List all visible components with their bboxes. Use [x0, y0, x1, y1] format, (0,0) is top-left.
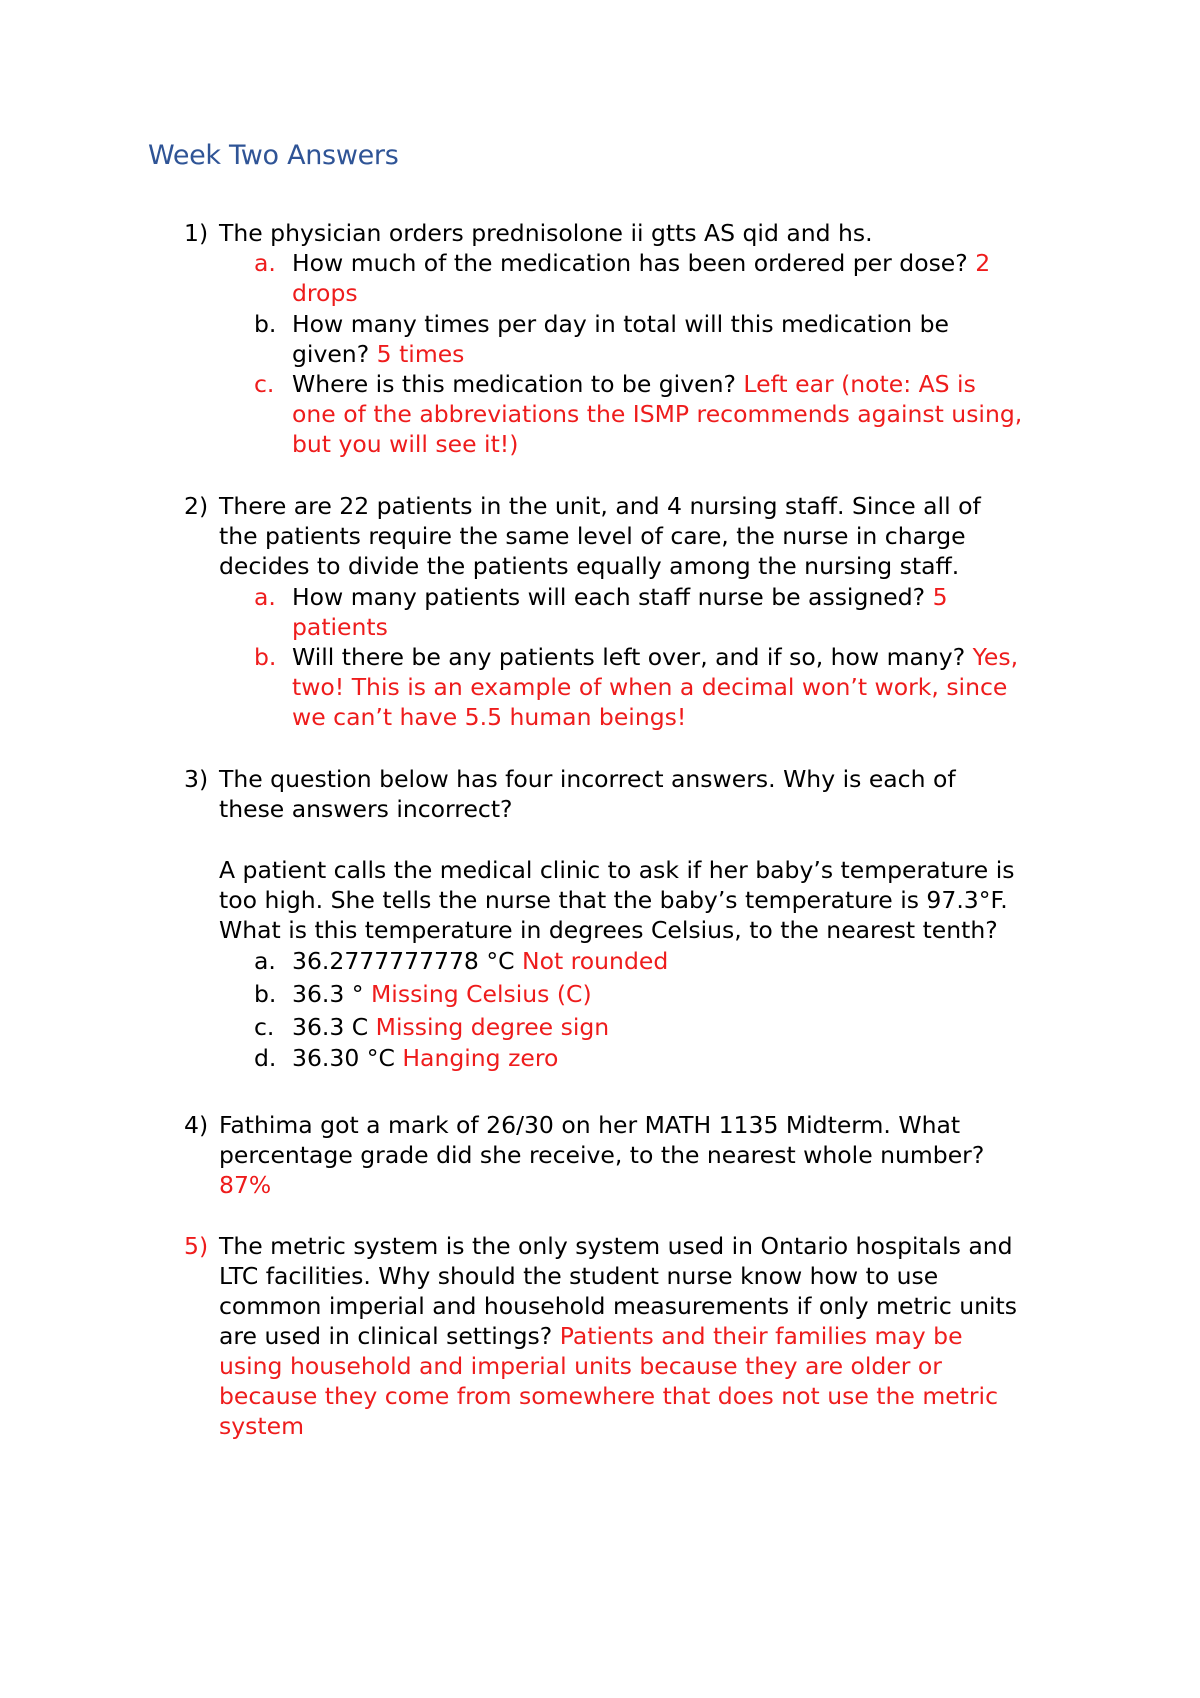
answer-text: 5 — [925, 583, 948, 611]
answer-text: Patients and their families may be — [552, 1322, 963, 1350]
question-text: are used in clinical settings? Patients and their families may be — [219, 1322, 963, 1350]
answer-text: patients — [292, 613, 388, 641]
sub-question-text: How many times per day in total will this medication be — [292, 310, 950, 338]
sub-letter: a. — [254, 947, 276, 975]
sub-letter: a. — [254, 583, 276, 611]
sub-letter: b. — [254, 980, 277, 1008]
option-text: 36.30 °C Hanging zero — [292, 1044, 559, 1072]
sub-question-text: Where is this medication to be given? Left ear (note: AS is — [292, 370, 976, 398]
question-number: 5) — [184, 1232, 209, 1260]
question-text: percentage grade did she receive, to the nearest whole number? — [219, 1141, 985, 1169]
option-text: 36.3 ° Missing Celsius (C) — [292, 980, 592, 1008]
answer-text: two! This is an example of when a decimal won’t work, since — [292, 673, 1008, 701]
answer-text: Not rounded — [514, 947, 669, 975]
answer-text: Yes, — [965, 643, 1019, 671]
sub-letter: b. — [254, 643, 277, 671]
scenario-text: too high. She tells the nurse that the baby’s temperature is 97.3°F. — [219, 886, 1008, 914]
answer-text: drops — [292, 279, 358, 307]
question-number: 1) — [184, 219, 209, 247]
scenario-text: What is this temperature in degrees Celsius, to the nearest tenth? — [219, 916, 998, 944]
answer-text: Missing Celsius (C) — [363, 980, 592, 1008]
question-text: decides to divide the patients equally among the nursing staff. — [219, 552, 960, 580]
sub-question-text: given? 5 times — [292, 340, 465, 368]
answer-text: we can’t have 5.5 human beings! — [292, 703, 687, 731]
question-text: these answers incorrect? — [219, 795, 513, 823]
scenario-text: A patient calls the medical clinic to ask if her baby’s temperature is — [219, 856, 1015, 884]
question-number: 2) — [184, 492, 209, 520]
sub-letter: c. — [254, 370, 275, 398]
question-text: The metric system is the only system used in Ontario hospitals and — [219, 1232, 1013, 1260]
answer-text: Hanging zero — [394, 1044, 559, 1072]
question-text: the patients require the same level of care, the nurse in charge — [219, 522, 966, 550]
question-number: 3) — [184, 765, 209, 793]
answer-text: one of the abbreviations the ISMP recommends against using, — [292, 400, 1023, 428]
sub-letter: b. — [254, 310, 277, 338]
question-number: 4) — [184, 1111, 209, 1139]
answer-text: system — [219, 1412, 304, 1440]
sub-letter: c. — [254, 1013, 275, 1041]
sub-question-text: Will there be any patients left over, and if so, how many? Yes, — [292, 643, 1019, 671]
sub-question-text: How much of the medication has been ordered per dose? 2 — [292, 249, 991, 277]
answer-text: 87% — [219, 1171, 272, 1199]
option-text: 36.3 C Missing degree sign — [292, 1013, 610, 1041]
answer-text: but you will see it!) — [292, 430, 519, 458]
question-text: The physician orders prednisolone ii gtts AS qid and hs. — [219, 219, 873, 247]
question-text: The question below has four incorrect answers. Why is each of — [219, 765, 956, 793]
page-title: Week Two Answers — [148, 140, 399, 171]
question-text: common imperial and household measurements if only metric units — [219, 1292, 1017, 1320]
answer-text: because they come from somewhere that does not use the metric — [219, 1382, 998, 1410]
question-text: LTC facilities. Why should the student nurse know how to use — [219, 1262, 939, 1290]
sub-question-text: How many patients will each staff nurse be assigned? 5 — [292, 583, 948, 611]
question-text: Fathima got a mark of 26/30 on her MATH 1135 Midterm. What — [219, 1111, 961, 1139]
option-text: 36.2777777778 °C Not rounded — [292, 947, 669, 975]
answer-text: 5 times — [369, 340, 465, 368]
answer-text: Missing degree sign — [368, 1013, 610, 1041]
answer-text: 2 — [967, 249, 991, 277]
question-text: There are 22 patients in the unit, and 4 nursing staff. Since all of — [219, 492, 981, 520]
answer-text: using household and imperial units because they are older or — [219, 1352, 942, 1380]
sub-letter: a. — [254, 249, 276, 277]
answer-text: Left ear (note: AS is — [735, 370, 976, 398]
sub-letter: d. — [254, 1044, 277, 1072]
